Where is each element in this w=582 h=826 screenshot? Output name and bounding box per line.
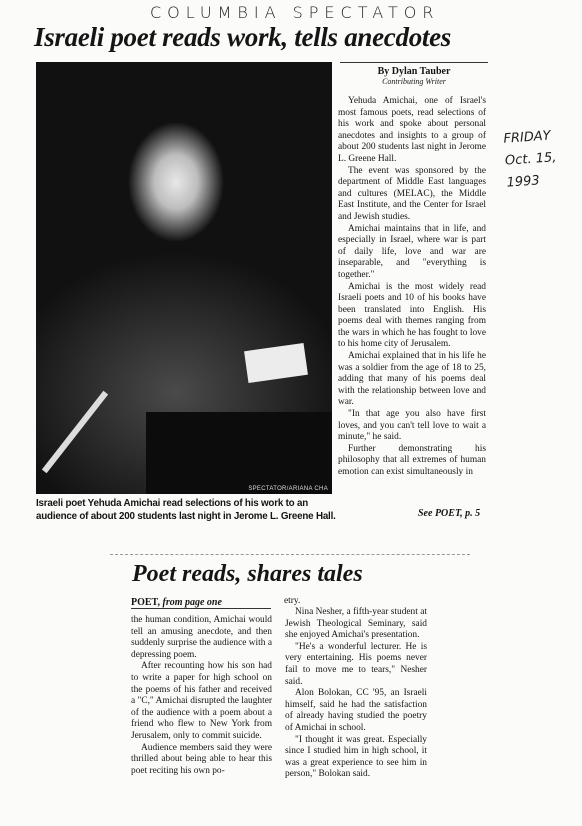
- article-paragraph: the human condition, Amichai would tell an amusing anecdote, and then suddenly surprise the audience with a depressing poem.: [131, 615, 272, 660]
- handwritten-date-note: [503, 123, 582, 194]
- article-paragraph: "He's a wonderful lecturer. He is very entertaining. His poems never fail to move me to tears," Nesher said.: [285, 641, 427, 687]
- photo-credit: SPECTATOR/ARIANA CHA: [248, 486, 328, 492]
- jump-column-carry: [284, 596, 422, 608]
- photo-caption: Israeli poet Yehuda Amichai read selections of his work to an audience of about 200 students last night in Jerome L. Greene Hall.: [36, 498, 336, 522]
- section-divider: [110, 554, 470, 555]
- article-paragraph: Yehuda Amichai, one of Israel's most famous poets, read selections of his work and spoke about personal anecdotes and insights to a group of about 200 students last night in Jerome L. Greene Hall.: [338, 96, 486, 164]
- article-headline: Israeli poet reads work, tells anecdotes: [34, 22, 451, 52]
- article-paragraph: Amichai explained that in his life he was a soldier from the age of 18 to 25, adding that many of his poems deal with the relationship between love and war.: [338, 351, 486, 408]
- handwritten-masthead-note: COLUMBIA SPECTATOR: [150, 3, 440, 22]
- handwritten-date: Oct. 15, 1993: [504, 150, 557, 191]
- jump-line: See POET, p. 5: [418, 508, 481, 519]
- jump-column-1: [131, 615, 272, 777]
- article-paragraph: Amichai is the most widely read Israeli poets and 10 of his books have been translated into English. His poems deal with themes ranging from the wars in which he has fought to love to his home city of Jerusalem.: [338, 281, 486, 350]
- jump-head: [131, 597, 271, 609]
- lectern-shape: [146, 412, 332, 494]
- article-paragraph: Audience members said they were thrilled about being able to hear this poet reciting his own po-: [131, 742, 272, 776]
- article-paragraph: Alon Bolokan, CC '95, an Israeli himself, said he had the satisfaction of already having studied the poetry of Amichai in school.: [285, 688, 427, 733]
- jump-label: POET,: [131, 597, 160, 608]
- byline-name: By Dylan Tauber: [377, 66, 451, 77]
- article-paragraph: "In that age you also have first loves, and you can't tell love to wait a minute," he said.: [338, 409, 486, 443]
- byline-title: Contributing Writer: [382, 77, 446, 86]
- jump-from: from page one: [162, 597, 222, 608]
- jump-headline: Poet reads, shares tales: [132, 561, 363, 587]
- handwritten-day: FRIDAY: [503, 128, 552, 147]
- article-column: [338, 96, 486, 479]
- byline: [340, 62, 488, 86]
- jump-column-2: [285, 607, 427, 781]
- microphone-shape: [42, 391, 108, 473]
- article-paragraph: The event was sponsored by the department of Middle East languages and cultures (MELAC), the Middle East Institute, and the Center for Israel and Jewish studies.: [338, 165, 486, 222]
- article-paragraph: After recounting how his son had to write a paper for high school on the poems of his father and received a "C," Amichai disrupted the laughter of the audience with a poem about a friend who flew to New York from Jerusalem, only to commit suicide.: [131, 661, 272, 741]
- poet-photo: [36, 62, 332, 494]
- paper-sheet-shape: [244, 343, 308, 383]
- article-paragraph: Nina Nesher, a fifth-year student at Jewish Theological Seminary, said she enjoyed Amichai's presentation.: [285, 607, 427, 641]
- article-paragraph: "I thought it was great. Especially since I studied him in high school, it was a great experience to see him in person," Bolokan said.: [285, 734, 427, 780]
- article-paragraph: Amichai maintains that in life, and especially in Israel, where war is part of daily life, love and war are inseparable, and "everything is together.": [338, 223, 486, 280]
- article-paragraph: Further demonstrating his philosophy that all extremes of human emotion can exist simultaneously in: [338, 443, 486, 477]
- article-paragraph: etry.: [284, 596, 301, 606]
